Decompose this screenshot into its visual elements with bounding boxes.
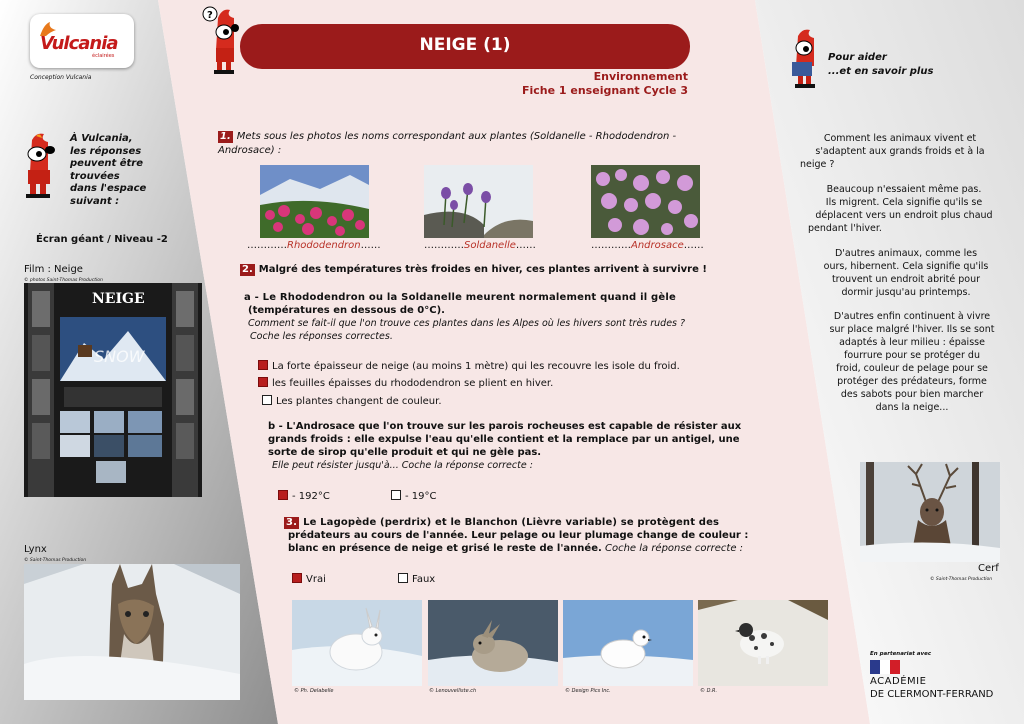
- option-label: les feuilles épaisses du rhododendron se plient en hiver.: [272, 378, 554, 389]
- q2a-instruction: Coche les réponses correctes.: [250, 331, 393, 342]
- deer-credit: © Saint-Thomas Production: [930, 577, 993, 582]
- checkbox-checked[interactable]: [258, 360, 268, 370]
- logo-text: Vulcania: [40, 33, 118, 54]
- film-credit: © photos Saint-Thomas Production: [24, 278, 103, 283]
- photo-credit: © Ph. Delabelle: [294, 688, 334, 694]
- film-label: Film : Neige: [24, 264, 83, 275]
- answer-rhododendron: …………Rhododendron……: [247, 240, 381, 251]
- option-label: Les plantes changent de couleur.: [276, 396, 442, 407]
- answer-text: Rhododendron: [287, 240, 361, 251]
- checkbox-unchecked[interactable]: [391, 490, 401, 500]
- right-paragraph-4: D'autres enfin continuent à vivre sur place malgré l'hiver. Ils se sont adaptés à leur milieu : épaisse fourrure pour se protéger du froid, couleur de pelage pour se protéger des prédateurs, forme des sabots pour bien marcher dans la neige...: [829, 311, 995, 413]
- page-title: NEIGE (1): [419, 35, 511, 55]
- option-label: - 192°C: [292, 491, 330, 502]
- lynx-credit: © Saint-Thomas Production: [24, 558, 87, 563]
- info-line: les réponses: [70, 145, 142, 157]
- right-paragraph-1: Comment les animaux vivent et s'adaptent aux grands froids et à la neige ?: [800, 133, 985, 170]
- hare-grey-photo: [428, 600, 558, 686]
- option-label: Faux: [412, 574, 436, 585]
- poster-title: NEIGE: [92, 291, 145, 307]
- option-label: - 19°C: [405, 491, 437, 502]
- help-line2: ...et en savoir plus: [828, 66, 934, 77]
- temp-option-19[interactable]: [391, 490, 437, 502]
- answer-text: Androsace: [631, 240, 684, 251]
- q2-title: [240, 264, 707, 276]
- deer-label: Cerf: [978, 563, 999, 574]
- mascot-icon: [22, 132, 64, 198]
- q1-line1: Mets sous les photos les noms correspondant aux plantes (Soldanelle - Rhododendron -: [236, 131, 677, 142]
- svg-text:?: ?: [207, 10, 213, 21]
- lynx-label: Lynx: [24, 544, 47, 555]
- photo-credit: © D.R.: [700, 688, 718, 694]
- location-text: Écran géant / Niveau -2: [36, 234, 168, 245]
- checkbox-unchecked[interactable]: [398, 573, 408, 583]
- checkbox-checked[interactable]: [258, 377, 268, 387]
- lynx-photo: [24, 564, 240, 700]
- q3-line1: [284, 517, 719, 529]
- academie-line2: DE CLERMONT-FERRAND: [870, 689, 994, 700]
- logo-flame-icon: [38, 22, 58, 36]
- right-paragraph-2: Beaucoup n'essaient même pas. Ils migrent. Cela signifie qu'ils se déplacent vers un endroit plus chaud pendant l'hiver.: [808, 184, 993, 234]
- subtitle-line1: Environnement: [593, 70, 688, 83]
- info-line: trouvées: [70, 170, 120, 182]
- q3-instruction: Coche la réponse correcte :: [604, 543, 744, 554]
- ptarmigan-mottled-photo: [698, 600, 828, 686]
- mascot-question-icon: [202, 4, 242, 76]
- q2-option-2[interactable]: [258, 377, 553, 389]
- help-line1: Pour aider: [828, 52, 887, 63]
- logo-subtext: éclairées: [92, 53, 115, 59]
- q2b-line1: b - L'Androsace que l'on trouve sur les parois rocheuses est capable de résister aux: [268, 421, 742, 432]
- option-label: Vrai: [306, 574, 326, 585]
- q1-line2: Androsace) :: [218, 145, 282, 156]
- conception-credit: Conception Vulcania: [30, 74, 92, 81]
- film-poster: [24, 283, 202, 497]
- temp-option-192[interactable]: [278, 490, 330, 502]
- vulcania-logo: [30, 14, 134, 68]
- marianne-logo-icon: [870, 660, 900, 674]
- checkbox-checked[interactable]: [292, 573, 302, 583]
- q3-number: 3.: [286, 517, 298, 528]
- photo-credit: © Lenouvelliste.ch: [429, 688, 477, 694]
- q1-number: 1.: [220, 131, 231, 142]
- q3-line1-text: Le Lagopède (perdrix) et le Blanchon (Lièvre variable) se protègent des: [303, 517, 720, 528]
- q2-option-3[interactable]: [262, 395, 442, 407]
- q3-line2: prédateurs au cours de l'année. Leur pelage ou leur plumage change de couleur :: [288, 530, 749, 541]
- q2a-line2: (températures en dessous de 0°C).: [248, 305, 445, 316]
- rhododendron-photo: [260, 165, 369, 238]
- checkbox-checked[interactable]: [278, 490, 288, 500]
- checkbox-unchecked[interactable]: [262, 395, 272, 405]
- q1-text: [218, 131, 676, 143]
- academie-line1: ACADÉMIE: [870, 676, 927, 687]
- info-text: [70, 133, 146, 208]
- q2b-question: Elle peut résister jusqu'à... Coche la réponse correcte :: [272, 460, 533, 471]
- deer-photo: [860, 462, 1000, 562]
- q2-number: 2.: [242, 264, 253, 275]
- photo-credit: © Design Pics Inc.: [565, 688, 611, 694]
- info-line: dans l'espace: [70, 183, 147, 194]
- q2b-line2: grands froids : elle expulse l'eau qu'elle contient et la remplace par un antigel, une: [268, 434, 740, 445]
- ptarmigan-white-photo: [563, 600, 693, 686]
- q3-option-faux[interactable]: [398, 573, 435, 585]
- info-line: peuvent être: [70, 158, 144, 169]
- q3-option-vrai[interactable]: [292, 573, 326, 585]
- film-strip: [24, 283, 202, 497]
- q2a-question: Comment se fait-il que l'on trouve ces plantes dans les Alpes où les hivers sont très rudes ?: [248, 318, 686, 329]
- q3-line3-text: blanc en présence de neige et grisé le reste de l'année.: [288, 543, 602, 554]
- answer-soldanelle: …………Soldanelle……: [424, 240, 536, 251]
- q3-line3: [288, 543, 743, 554]
- mascot-book-icon: [790, 28, 824, 92]
- q2-option-1[interactable]: [258, 360, 680, 372]
- q2b-line3: sorte de sirop qu'elle produit et qui ne gèle pas.: [268, 447, 542, 458]
- answer-androsace: …………Androsace……: [591, 240, 704, 251]
- right-paragraph-3: D'autres animaux, comme les ours, hibernent. Cela signifie qu'ils trouvent un endroit abrité pour dormir jusqu'au printemps.: [823, 248, 989, 298]
- answer-text: Soldanelle: [464, 240, 516, 251]
- info-line: suivant :: [70, 195, 120, 207]
- info-line: À Vulcania,: [70, 133, 133, 144]
- subtitle-line2: Fiche 1 enseignant Cycle 3: [521, 84, 688, 97]
- option-label: La forte épaisseur de neige (au moins 1 mètre) qui les recouvre les isole du froid.: [272, 361, 680, 372]
- soldanelle-photo: [424, 165, 533, 238]
- hare-white-photo: [292, 600, 422, 686]
- q2-title-text: Malgré des températures très froides en hiver, ces plantes arrivent à survivre !: [258, 264, 707, 275]
- poster-snow: SNOW: [94, 347, 145, 366]
- androsace-photo: [591, 165, 700, 238]
- partner-label: En partenariat avec: [870, 651, 932, 657]
- q2a-line1: a - Le Rhododendron ou la Soldanelle meurent normalement quand il gèle: [244, 292, 676, 303]
